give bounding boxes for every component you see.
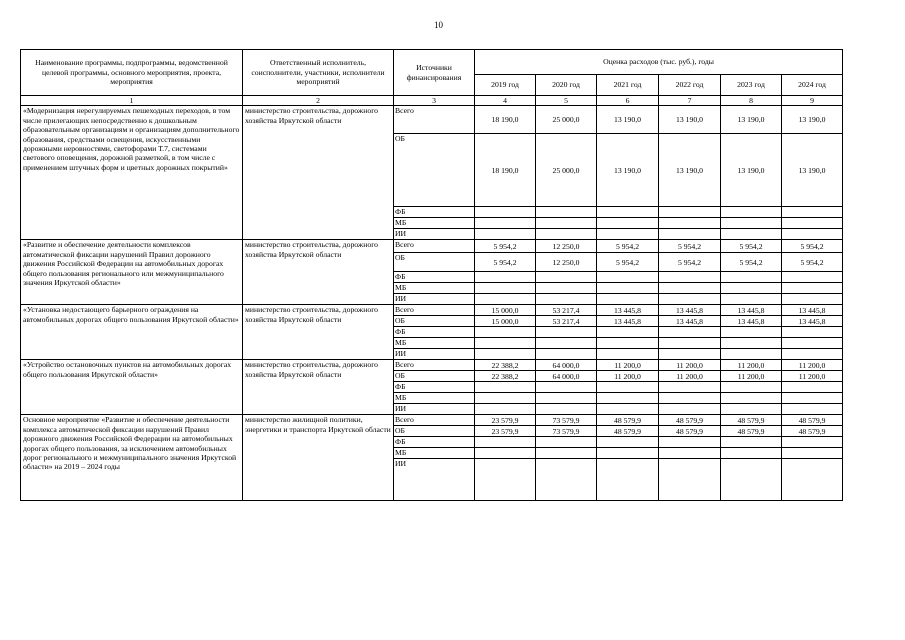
column-index: 9: [782, 96, 843, 106]
expense-value: 48 579,9: [782, 426, 843, 437]
expense-value: [597, 294, 659, 305]
expense-value: [721, 382, 782, 393]
funding-source: Всего: [394, 240, 475, 253]
expense-value: 11 200,0: [782, 360, 843, 371]
funding-source: ИИ: [394, 229, 475, 240]
expense-value: 53 217,4: [536, 305, 597, 316]
funding-source: МБ: [394, 283, 475, 294]
budget-table: [20, 49, 843, 501]
expense-value: 11 200,0: [659, 371, 721, 382]
table-body: [21, 106, 843, 501]
expense-value: [782, 229, 843, 240]
expense-value: [597, 207, 659, 218]
expense-value: 11 200,0: [721, 360, 782, 371]
expense-value: [597, 448, 659, 459]
expense-value: 15 000,0: [475, 316, 536, 327]
expense-value: [659, 283, 721, 294]
expense-value: [659, 459, 721, 501]
expense-value: [475, 327, 536, 338]
activity-name: «Устройство остановочных пунктов на автомобильных дорогах общего пользования Иркутской области»: [21, 360, 243, 415]
expense-value: [597, 404, 659, 415]
header-year: 2020 год: [536, 75, 597, 96]
expense-value: [475, 294, 536, 305]
column-index-row: [21, 96, 843, 106]
column-index: 2: [243, 96, 394, 106]
funding-source: ФБ: [394, 437, 475, 448]
expense-value: [721, 404, 782, 415]
header-source: Источники финансирования: [394, 50, 475, 96]
expense-value: [721, 218, 782, 229]
funding-source: ОБ: [394, 253, 475, 272]
expense-value: [597, 229, 659, 240]
expense-value: [782, 459, 843, 501]
expense-value: [536, 349, 597, 360]
expense-value: [721, 448, 782, 459]
funding-source: ФБ: [394, 327, 475, 338]
expense-value: [721, 437, 782, 448]
expense-value: [475, 349, 536, 360]
expense-value: [536, 404, 597, 415]
column-index: 7: [659, 96, 721, 106]
responsible-executor: министерство строительства, дорожного хозяйства Иркутской области: [243, 360, 394, 415]
expense-value: 11 200,0: [597, 360, 659, 371]
expense-value: [475, 382, 536, 393]
expense-value: [782, 272, 843, 283]
expense-value: [597, 393, 659, 404]
expense-value: 13 445,8: [721, 305, 782, 316]
expense-value: 13 190,0: [597, 134, 659, 207]
expense-value: [536, 218, 597, 229]
expense-value: [659, 207, 721, 218]
expense-value: 5 954,2: [597, 240, 659, 253]
funding-source: МБ: [394, 448, 475, 459]
column-index: 5: [536, 96, 597, 106]
expense-value: 13 445,8: [659, 316, 721, 327]
expense-value: [782, 382, 843, 393]
expense-value: 13 190,0: [597, 106, 659, 134]
expense-value: 18 190,0: [475, 106, 536, 134]
header-year: 2021 год: [597, 75, 659, 96]
expense-value: [597, 349, 659, 360]
column-index: 1: [21, 96, 243, 106]
expense-value: [721, 272, 782, 283]
funding-source: ОБ: [394, 426, 475, 437]
expense-value: [659, 404, 721, 415]
expense-value: [536, 207, 597, 218]
expense-value: 5 954,2: [475, 240, 536, 253]
expense-value: [597, 327, 659, 338]
expense-value: [475, 229, 536, 240]
expense-value: 13 445,8: [597, 305, 659, 316]
responsible-executor: министерство жилищной политики, энергетики и транспорта Иркутской области: [243, 415, 394, 501]
expense-value: 13 445,8: [659, 305, 721, 316]
expense-value: [659, 272, 721, 283]
funding-source: ОБ: [394, 134, 475, 207]
expense-value: [782, 349, 843, 360]
expense-value: [721, 207, 782, 218]
funding-source: ОБ: [394, 316, 475, 327]
header-year: 2019 год: [475, 75, 536, 96]
expense-value: [475, 272, 536, 283]
expense-value: 22 388,2: [475, 360, 536, 371]
header-estimate: Оценка расходов (тыс. руб.), годы: [475, 50, 843, 75]
expense-value: [782, 218, 843, 229]
table-row: [21, 305, 843, 316]
funding-source: Всего: [394, 415, 475, 426]
table-row: [21, 106, 843, 134]
expense-value: [721, 338, 782, 349]
expense-value: [659, 437, 721, 448]
responsible-executor: министерство строительства, дорожного хозяйства Иркутской области: [243, 305, 394, 360]
expense-value: 5 954,2: [721, 253, 782, 272]
expense-value: [597, 283, 659, 294]
expense-value: [475, 338, 536, 349]
expense-value: 13 190,0: [659, 134, 721, 207]
expense-value: [659, 229, 721, 240]
expense-value: [782, 207, 843, 218]
expense-value: 13 445,8: [597, 316, 659, 327]
expense-value: 5 954,2: [659, 240, 721, 253]
expense-value: [782, 448, 843, 459]
header-year: 2023 год: [721, 75, 782, 96]
expense-value: [659, 349, 721, 360]
expense-value: [659, 294, 721, 305]
expense-value: [721, 229, 782, 240]
expense-value: [536, 448, 597, 459]
expense-value: 48 579,9: [659, 415, 721, 426]
expense-value: 13 190,0: [782, 106, 843, 134]
expense-value: 18 190,0: [475, 134, 536, 207]
expense-value: [475, 437, 536, 448]
expense-value: 13 445,8: [782, 316, 843, 327]
funding-source: МБ: [394, 338, 475, 349]
expense-value: [721, 294, 782, 305]
expense-value: 48 579,9: [597, 426, 659, 437]
expense-value: 22 388,2: [475, 371, 536, 382]
expense-value: [597, 437, 659, 448]
expense-value: 23 579,9: [475, 426, 536, 437]
expense-value: 12 250,0: [536, 240, 597, 253]
expense-value: [721, 393, 782, 404]
expense-value: 13 190,0: [721, 134, 782, 207]
expense-value: [597, 382, 659, 393]
funding-source: МБ: [394, 393, 475, 404]
expense-value: 5 954,2: [782, 253, 843, 272]
expense-value: 11 200,0: [659, 360, 721, 371]
expense-value: [659, 393, 721, 404]
header-year: 2022 год: [659, 75, 721, 96]
funding-source: ФБ: [394, 272, 475, 283]
expense-value: 64 000,0: [536, 371, 597, 382]
expense-value: [721, 283, 782, 294]
expense-value: 73 579,9: [536, 415, 597, 426]
funding-source: Всего: [394, 305, 475, 316]
funding-source: Всего: [394, 360, 475, 371]
expense-value: [782, 327, 843, 338]
expense-value: [536, 338, 597, 349]
expense-value: [536, 229, 597, 240]
funding-source: ИИ: [394, 294, 475, 305]
activity-name: «Модернизация нерегулируемых пешеходных переходов, в том числе прилегающих непосредственно к дошкольным образовательным организациям и организациям дополнительного образования, средствами освещения, искусственными дорожными неровностями, светофорами Т.7, системами светового оповещения, дорожной разметкой, в том числе с применением штучных форм и цветных дорожных покрытий»: [21, 106, 243, 240]
expense-value: 11 200,0: [782, 371, 843, 382]
table-row: [21, 415, 843, 426]
expense-value: [475, 207, 536, 218]
table-row: [21, 240, 843, 253]
expense-value: [782, 404, 843, 415]
funding-source: ОБ: [394, 371, 475, 382]
header-executor: Ответственный исполнитель, соисполнители, участники, исполнители мероприятий: [243, 50, 394, 96]
expense-value: [659, 448, 721, 459]
expense-value: [475, 283, 536, 294]
expense-value: [536, 382, 597, 393]
funding-source: ИИ: [394, 459, 475, 501]
expense-value: [536, 393, 597, 404]
expense-value: [659, 338, 721, 349]
budget-table-wrapper: [20, 49, 842, 501]
expense-value: 5 954,2: [597, 253, 659, 272]
header-year: 2024 год: [782, 75, 843, 96]
expense-value: 73 579,9: [536, 426, 597, 437]
header-name: Наименование программы, подпрограммы, ведомственной целевой программы, основного мероприятия, проекта, мероприятия: [21, 50, 243, 96]
expense-value: 53 217,4: [536, 316, 597, 327]
funding-source: ИИ: [394, 349, 475, 360]
responsible-executor: министерство строительства, дорожного хозяйства Иркутской области: [243, 106, 394, 240]
funding-source: ФБ: [394, 207, 475, 218]
expense-value: [721, 349, 782, 360]
expense-value: 11 200,0: [597, 371, 659, 382]
expense-value: 5 954,2: [659, 253, 721, 272]
expense-value: 13 190,0: [782, 134, 843, 207]
expense-value: 12 250,0: [536, 253, 597, 272]
expense-value: [536, 272, 597, 283]
expense-value: 25 000,0: [536, 106, 597, 134]
expense-value: [536, 327, 597, 338]
activity-name: «Установка недостающего барьерного ограждения на автомобильных дорогах общего пользования Иркутской области»: [21, 305, 243, 360]
expense-value: [659, 218, 721, 229]
funding-source: ИИ: [394, 404, 475, 415]
expense-value: [597, 459, 659, 501]
expense-value: [475, 218, 536, 229]
page-number: 10: [434, 20, 443, 30]
expense-value: 48 579,9: [597, 415, 659, 426]
expense-value: 13 445,8: [782, 305, 843, 316]
column-index: 8: [721, 96, 782, 106]
expense-value: [782, 294, 843, 305]
expense-value: 5 954,2: [721, 240, 782, 253]
activity-name: «Развитие и обеспечение деятельности комплексов автоматической фиксации нарушений Правил дорожного движения Российской Федерации на автомобильных дорогах общего пользования регионального или межмуниципального значения Иркутской области»: [21, 240, 243, 305]
expense-value: [536, 283, 597, 294]
funding-source: ФБ: [394, 382, 475, 393]
column-index: 3: [394, 96, 475, 106]
activity-name: Основное мероприятие «Развитие и обеспечение деятельности комплекса автоматической фиксации нарушений Правил дорожного движения Российской Федерации на автомобильных дорогах общего пользования, за исключением автомобильных дорог регионального и межмуниципального значения Иркутской области» на 2019 – 2024 годы: [21, 415, 243, 501]
expense-value: [782, 437, 843, 448]
expense-value: 64 000,0: [536, 360, 597, 371]
expense-value: 5 954,2: [475, 253, 536, 272]
expense-value: [475, 459, 536, 501]
table-row: [21, 360, 843, 371]
expense-value: 48 579,9: [782, 415, 843, 426]
expense-value: 13 445,8: [721, 316, 782, 327]
expense-value: [659, 327, 721, 338]
expense-value: 5 954,2: [782, 240, 843, 253]
expense-value: [659, 382, 721, 393]
expense-value: 48 579,9: [721, 415, 782, 426]
expense-value: [721, 327, 782, 338]
expense-value: [597, 272, 659, 283]
expense-value: 48 579,9: [659, 426, 721, 437]
expense-value: 11 200,0: [721, 371, 782, 382]
column-index: 6: [597, 96, 659, 106]
funding-source: Всего: [394, 106, 475, 134]
expense-value: [536, 437, 597, 448]
funding-source: МБ: [394, 218, 475, 229]
expense-value: 13 190,0: [659, 106, 721, 134]
expense-value: 15 000,0: [475, 305, 536, 316]
expense-value: [782, 338, 843, 349]
expense-value: [782, 393, 843, 404]
expense-value: 13 190,0: [721, 106, 782, 134]
expense-value: 23 579,9: [475, 415, 536, 426]
expense-value: 48 579,9: [721, 426, 782, 437]
column-index: 4: [475, 96, 536, 106]
expense-value: [597, 338, 659, 349]
expense-value: 25 000,0: [536, 134, 597, 207]
responsible-executor: министерство строительства, дорожного хозяйства Иркутской области: [243, 240, 394, 305]
expense-value: [536, 459, 597, 501]
expense-value: [475, 393, 536, 404]
expense-value: [721, 459, 782, 501]
expense-value: [475, 404, 536, 415]
expense-value: [597, 218, 659, 229]
expense-value: [782, 283, 843, 294]
expense-value: [475, 448, 536, 459]
expense-value: [536, 294, 597, 305]
